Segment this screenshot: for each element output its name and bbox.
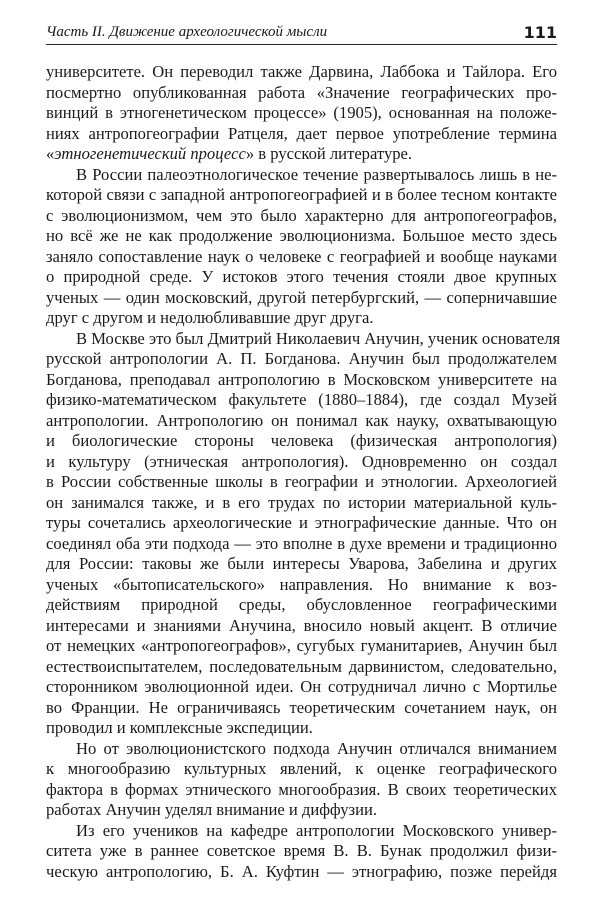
text-line: физико-математическом факультете (1880–1884), где создал Музей <box>46 390 557 409</box>
text-line: к многообразию культурных явлений, к оценке географического <box>46 759 557 778</box>
text-line: и биологические стороны человека (физическая антропология) <box>46 431 557 450</box>
text-line: посмертно опубликованная работа «Значение географических про- <box>46 82 557 102</box>
text-line: работах Анучин уделял внимание и диффузии. <box>46 800 377 819</box>
text-line: Богданова, преподавал антропологию в Московском университете на <box>46 369 557 389</box>
text-line: в России собственные школы в географии и этнологии. Археологией <box>46 472 557 491</box>
text-line: ситета уже в раннее советское время В. В. Бунак продолжил физи- <box>46 841 557 860</box>
text-line: Из его учеников на кафедре антропологии Московского универ- <box>76 820 557 840</box>
text-line: о природной среде. У истоков этого течения стояли двое крупных <box>46 267 557 286</box>
text-line: во Франции. Не ограничиваясь теоретическим сочетанием наук, он <box>46 697 557 717</box>
paragraph <box>46 739 557 821</box>
text-line: винций в этногенетическом процессе» (1905), основанная на положе- <box>46 103 557 122</box>
text-line: для России: таковы же были интересы Уварова, Забелина и других <box>46 554 557 573</box>
page-number: 111 <box>523 23 557 42</box>
text-line: ученых «бытописательского» направления. Но внимание к воз- <box>46 574 557 594</box>
text-line: ческую антропологию, Б. А. Куфтин — этнографию, позже перейдя <box>46 861 557 881</box>
text-line: от немецких «антропогеографов», сугубых гуманитариев, Анучин был <box>46 636 557 655</box>
text-line: естествоиспытателем, последовательным дарвинистом, следовательно, <box>46 656 557 676</box>
paragraph <box>46 821 557 883</box>
text-line: Но от эволюционистского подхода Анучин отличался вниманием <box>76 738 557 758</box>
text-line: университете. Он переводил также Дарвина, Лаббока и Тайлора. Его <box>46 62 557 81</box>
text-line: друг с другом и недолюбливавшие друг друга. <box>46 308 374 327</box>
paragraph <box>46 62 557 165</box>
text-line: заняло сопоставление наук о человеке с географией и вообще науками <box>46 246 557 266</box>
body-text <box>46 62 561 882</box>
text-line: фактора в формах этнического многообразия. В своих теоретических <box>46 779 557 799</box>
text-line: русской антропологии А. П. Богданова. Анучин был продолжателем <box>46 349 557 368</box>
running-title: Часть II. Движение археологической мысли <box>46 24 328 40</box>
text-line: и культуру (этническая антропология). Одновременно он создал <box>46 451 557 471</box>
text-line: сторонником эволюционной идеи. Он сотрудничал лично с Мортилье <box>46 677 557 696</box>
text-line: с эволюционизмом, чем это было характерно для антропогеографов, <box>46 205 557 225</box>
text-line: которой связи с западной антропогеографией и в более тесном контакте <box>46 185 557 204</box>
text-line: антропологии. Антропологию он понимал как науку, охватывающую <box>46 410 557 430</box>
paragraph <box>46 328 561 739</box>
running-header <box>46 22 557 45</box>
paragraph <box>46 165 557 329</box>
text-line: действиям природной среды, обусловленное географическими <box>46 595 557 614</box>
text-line: он занимался также, и в его трудах по истории материальной куль- <box>46 492 557 512</box>
text-line: соединял оба эти подхода — это вполне в духе времени и традиционно <box>46 533 557 553</box>
italic-term: этногенетический процесс <box>54 144 246 163</box>
text-line: интересами и знаниями Анучина, вносило новый акцент. В отличие <box>46 615 557 635</box>
text-line: «этногенетический процесс» в русской литературе. <box>46 144 413 163</box>
text-line: но всё же не как продолжение эволюционизма. Большое место здесь <box>46 226 557 245</box>
text-line: проводил и комплексные экспедиции. <box>46 718 313 737</box>
text-line: В России палеоэтнологическое течение развертывалось лишь в не- <box>76 164 557 184</box>
text-line: ученых — один московский, другой петербургский, — соперничавшие <box>46 287 557 307</box>
text-line: ниях антропогеографии Ратцеля, дает первое употребление термина <box>46 123 557 143</box>
text-line: туры сочетались археологические и этнографические данные. Что он <box>46 513 557 532</box>
text-line: В Москве это был Дмитрий Николаевич Анучин, ученик основателя <box>76 328 561 348</box>
